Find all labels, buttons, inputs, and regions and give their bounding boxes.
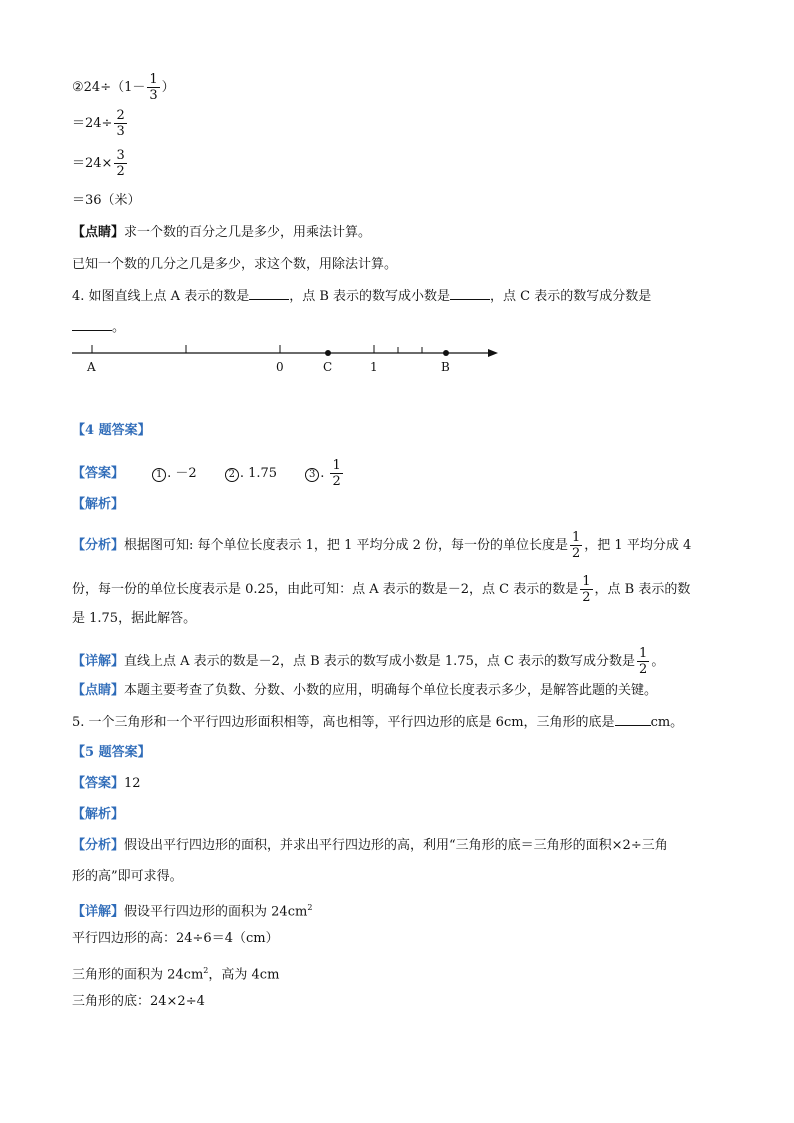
fraction: $\frac{3}{2}$ — [116, 148, 125, 179]
q5-base: 三角形的底：24×2÷4 — [72, 994, 205, 1009]
number-line — [60, 338, 510, 378]
q4-dianjing: 【点睛】本题主要考查了负数、分数、小数的应用，明确每个单位长度表示多少，是解答此题的关键。 — [72, 683, 658, 698]
point-b — [443, 350, 449, 356]
point-c — [325, 350, 331, 356]
q4-answer-header: 【4 题答案】 — [72, 423, 151, 438]
calc-line-3: ＝24× $\frac{3}{2}$ — [72, 148, 125, 179]
q3-tip: 【点睛】求一个数的百分之几是多少，用乘法计算。 — [72, 225, 372, 240]
q5-xiangjie: 【详解】假设平行四边形的面积为 $24cm^2$ — [72, 903, 313, 920]
q4-stem-end: 。 — [72, 318, 125, 337]
calc-line-2: ＝24÷ $\frac{2}{3}$ — [72, 108, 125, 139]
q5-height: 平行四边形的高：24÷6＝4（cm） — [72, 931, 279, 946]
q5-analysis-header: 【解析】 — [72, 807, 125, 822]
fraction: $\frac{1}{3}$ — [149, 72, 158, 103]
calc-line-4: ＝36（米） — [72, 193, 141, 208]
answer-blank — [72, 318, 112, 331]
q5-fenxi-1: 【分析】假设出平行四边形的面积，并求出平行四边形的高，利用“三角形的底＝三角形的面积×2÷三角 — [72, 838, 668, 853]
circled-number: 2 — [225, 468, 239, 482]
q4-stem: 4. 如图直线上点 A 表示的数是 ，点 B 表示的数写成小数是 ，点 C 表示的数写成分数是 — [72, 289, 652, 304]
calc-text: ②24÷（1－ — [72, 80, 146, 95]
q4-fenxi-2: 份，每一份的单位长度表示是 0.25，由此可知：点 A 表示的数是－2，点 C 表示的数是 $\frac{1}{2}$ ，点 B 表示的数 — [72, 574, 691, 605]
label-b: B — [441, 360, 450, 374]
q3-tip-line2: 已知一个数的几分之几是多少，求这个数，用除法计算。 — [72, 257, 398, 272]
q5-fenxi-2: 形的高”即可求得。 — [72, 869, 183, 884]
q4-fenxi-3: 是 1.75，据此解答。 — [72, 611, 197, 626]
label-c: C — [323, 360, 333, 374]
q5-area: 三角形的面积为 $24cm^2$，高为 4cm — [72, 966, 280, 983]
label-zero: 0 — [276, 360, 284, 374]
label-one: 1 — [370, 360, 378, 374]
fraction: $\frac{1}{2}$ — [582, 574, 591, 605]
circled-number: 3 — [305, 468, 319, 482]
q4-analysis-header: 【解析】 — [72, 497, 125, 512]
answer-blank — [615, 713, 651, 726]
q4-answer: 【答案】 1 . －2 2 . 1.75 3 . $\frac{1}{2}$ — [72, 458, 341, 489]
q5-answer-header: 【5 题答案】 — [72, 745, 151, 760]
fraction: $\frac{1}{2}$ — [639, 646, 648, 677]
answer-blank — [249, 287, 289, 300]
label-a: A — [87, 360, 96, 374]
q5-answer: 【答案】12 — [72, 776, 141, 791]
fraction: $\frac{2}{3}$ — [116, 108, 125, 139]
q4-fenxi-1: 【分析】根据图可知: 每个单位长度表示 1，把 1 平均分成 2 份，每一份的单位长度是 $\frac{1}{2}$ ，把 1 平均分成 4 — [72, 530, 692, 561]
fraction: $\frac{1}{2}$ — [332, 458, 341, 489]
q4-xiangjie: 【详解】直线上点 A 表示的数是－2，点 B 表示的数写成小数是 1.75，点 C 表示的数写成分数是 $\frac{1}{2}$ 。 — [72, 646, 665, 677]
arrow-icon — [488, 349, 498, 357]
circled-number: 1 — [152, 468, 166, 482]
calc-line-1: ②24÷（1－ $\frac{1}{3}$ ） — [72, 72, 175, 103]
answer-blank — [450, 287, 490, 300]
q5-stem: 5. 一个三角形和一个平行四边形面积相等，高也相等，平行四边形的底是 6cm，三角形的底是 cm。 — [72, 715, 684, 730]
fraction: $\frac{1}{2}$ — [572, 530, 581, 561]
